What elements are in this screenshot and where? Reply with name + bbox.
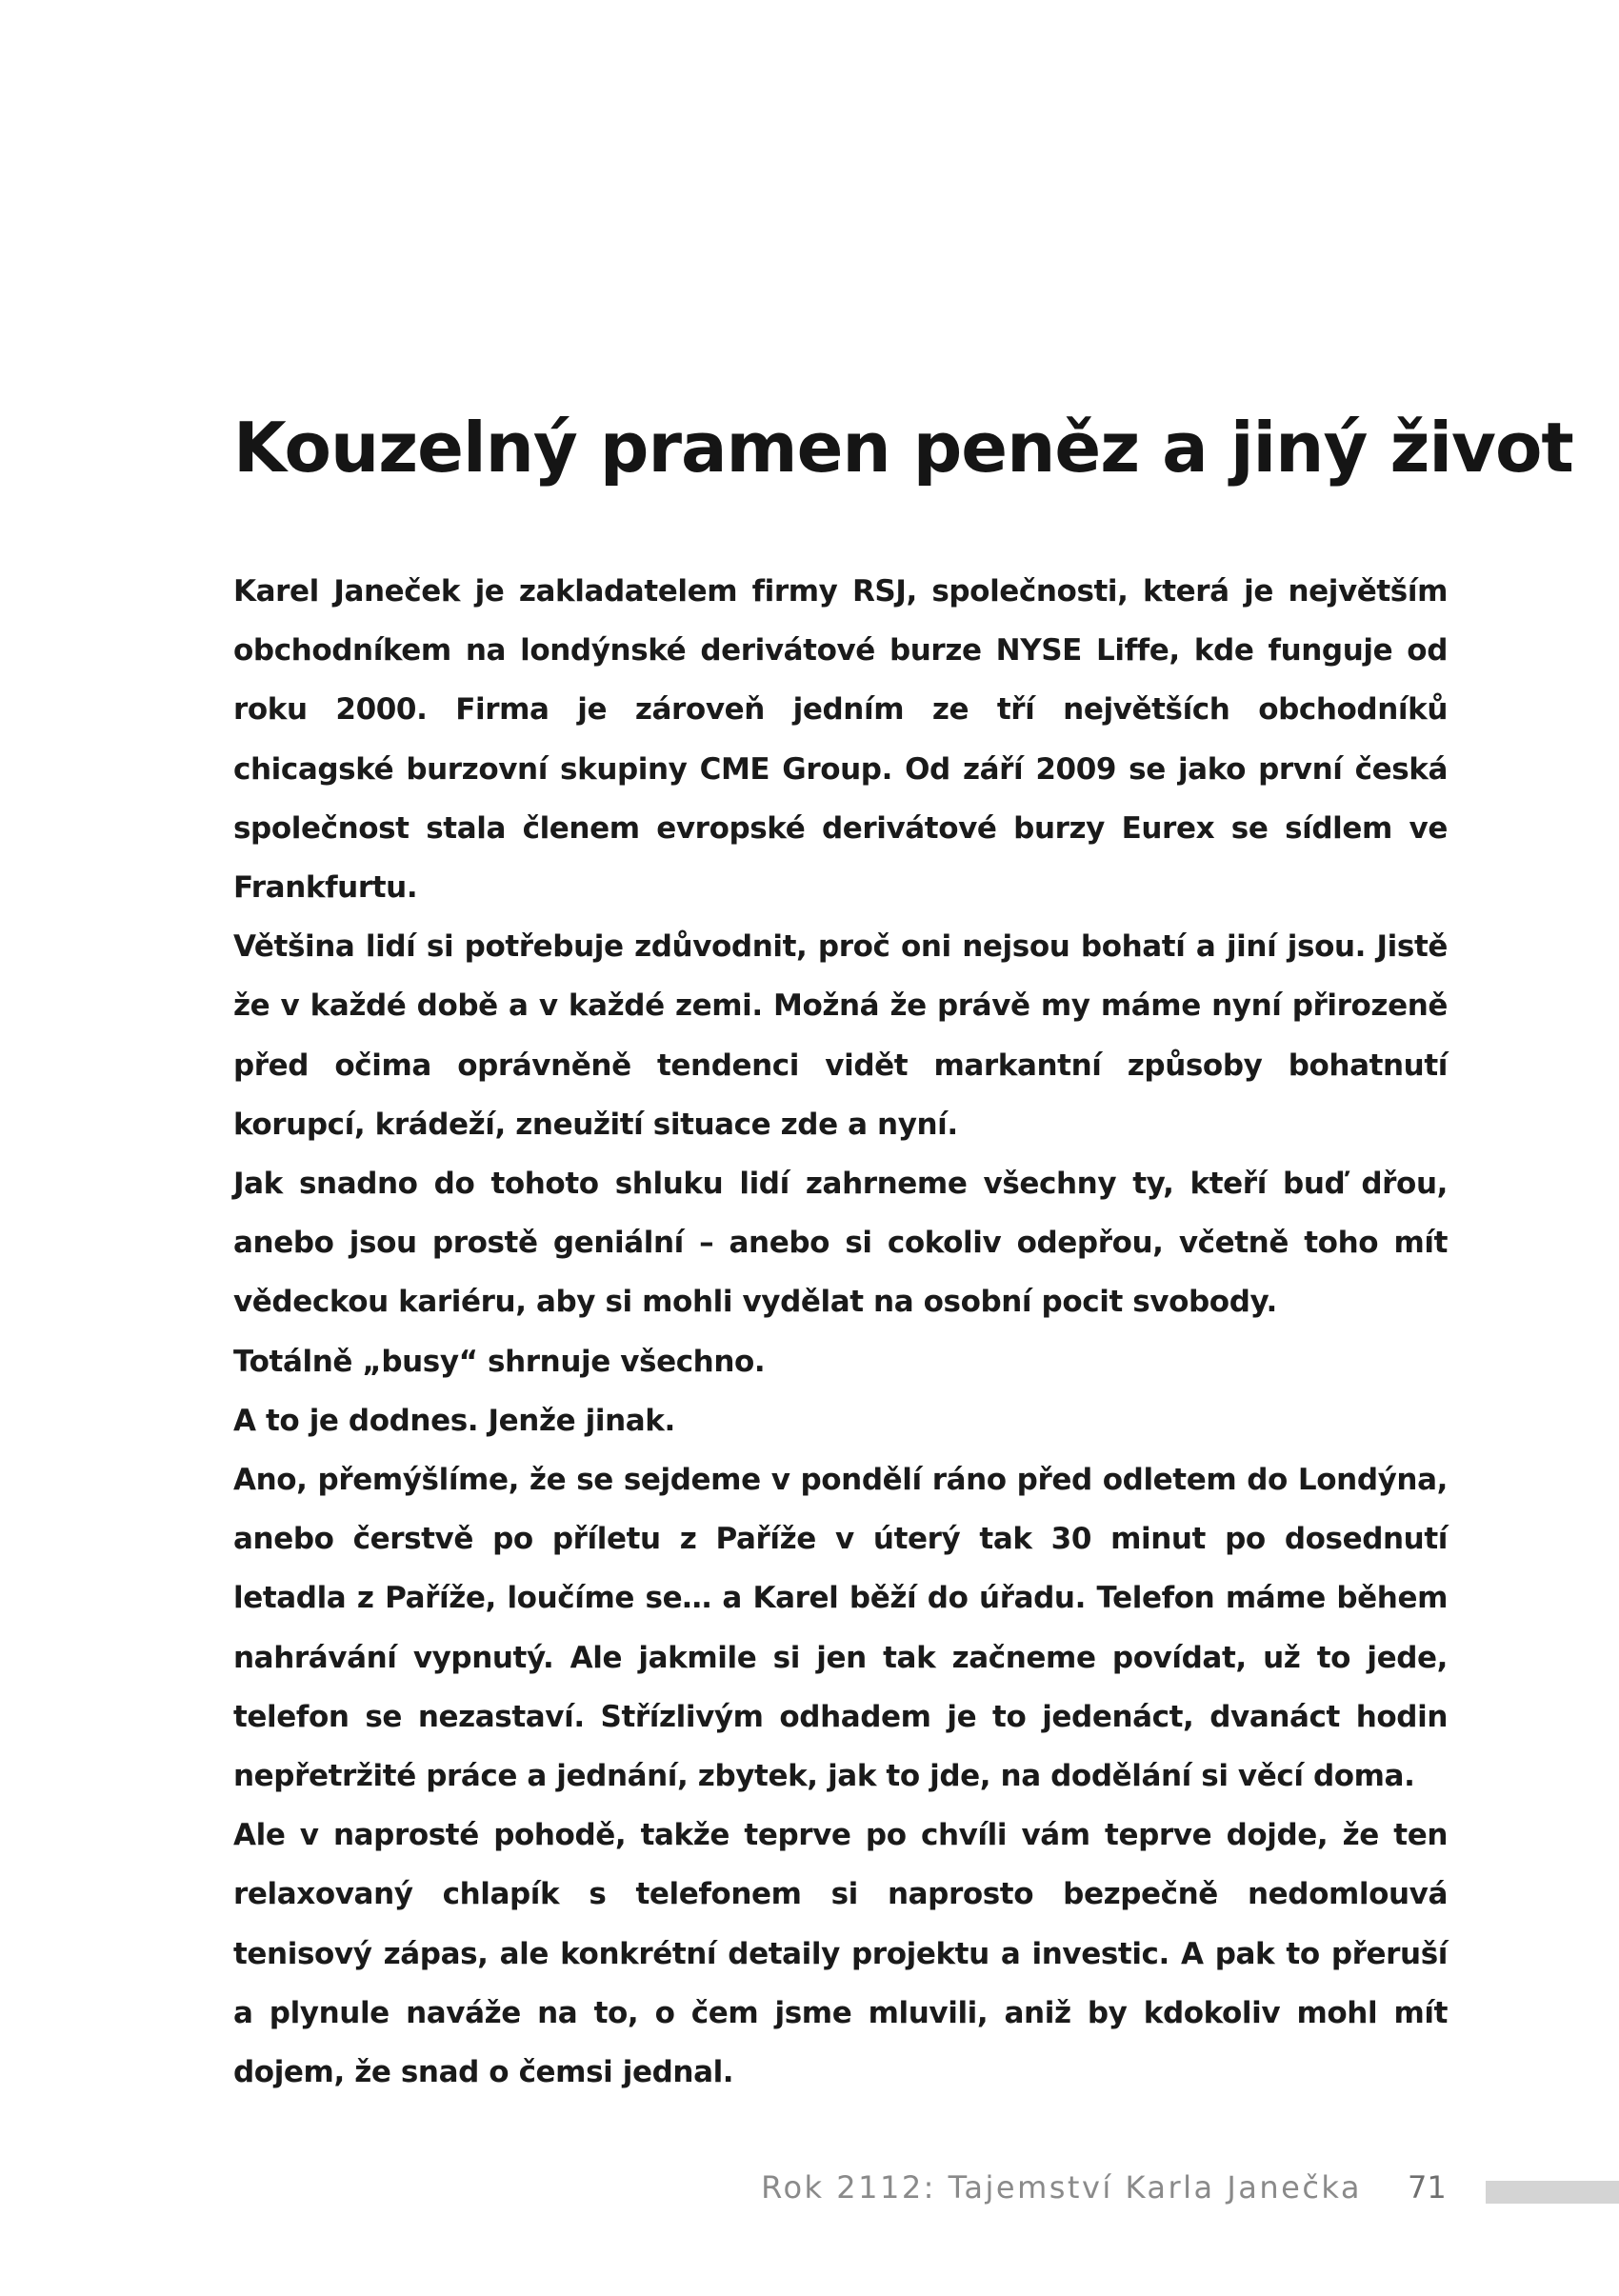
paragraph: Totálně „busy“ shrnuje všechno.	[233, 1344, 766, 1379]
page-number: 71	[1408, 2169, 1447, 2206]
paragraph: Většina lidí si potřebuje zdůvodnit, proč oni nejsou bohatí a jiní jsou. Jistě že v každé době a v každé zemi. Možná že právě my máme nyní přirozeně před očima oprávněně tendenci vidět markantní způsoby bohatnutí korupcí, krádeží, zneužití situace zde a nyní.	[233, 929, 1448, 1142]
running-footer-title: Rok 2112: Tajemství Karla Janečka	[761, 2169, 1362, 2206]
paragraph: Karel Janeček je zakladatelem firmy RSJ, společnosti, která je největším obchodníkem na londýnské derivátové burze NYSE Liffe, kde funguje od roku 2000. Firma je zároveň jedním ze tří největších obchodníků chicagské burzovní skupiny CME Group. Od září 2009 se jako první česká společnost stala členem evropské derivátové burzy Eurex se sídlem ve Frankfurtu.	[233, 574, 1448, 906]
chapter-body	[233, 562, 1448, 2102]
paragraph: Jak snadno do tohoto shluku lidí zahrneme všechny ty, kteří buď dřou, anebo jsou prostě geniální – anebo si cokoliv odepřou, včetně toho mít vědeckou kariéru, aby si mohli vydělat na osobní pocit svobody.	[233, 1167, 1448, 1320]
footer-decorative-bar	[1486, 2181, 1619, 2204]
paragraph: A to je dodnes. Jenže jinak.	[233, 1403, 675, 1438]
paragraph: Ano, přemýšlíme, že se sejdeme v pondělí ráno před odletem do Londýna, anebo čerstvě po příletu z Paříže v úterý tak 30 minut po dosednutí letadla z Paříže, loučíme se… a Karel běží do úřadu. Telefon máme během nahrávání vypnutý. Ale jakmile si jen tak začneme povídat, už to jede, telefon se nezastaví. Střízlivým odhadem je to jedenáct, dvanáct hodin nepřetržité práce a jednání, zbytek, jak to jde, na dodělání si věcí doma.	[233, 1463, 1448, 1794]
paragraph: Ale v naprosté pohodě, takže teprve po chvíli vám teprve dojde, že ten relaxovaný chlapík s telefonem si naprosto bezpečně nedomlouvá tenisový zápas, ale konkrétní detaily projektu a investic. A pak to přeruší a plynule naváže na to, o čem jsme mluvili, aniž by kdokoliv mohl mít dojem, že snad o čemsi jednal.	[233, 1818, 1448, 2090]
page-footer	[0, 2162, 1619, 2219]
chapter-title: Kouzelný pramen peněz a jiný život	[233, 408, 1573, 488]
